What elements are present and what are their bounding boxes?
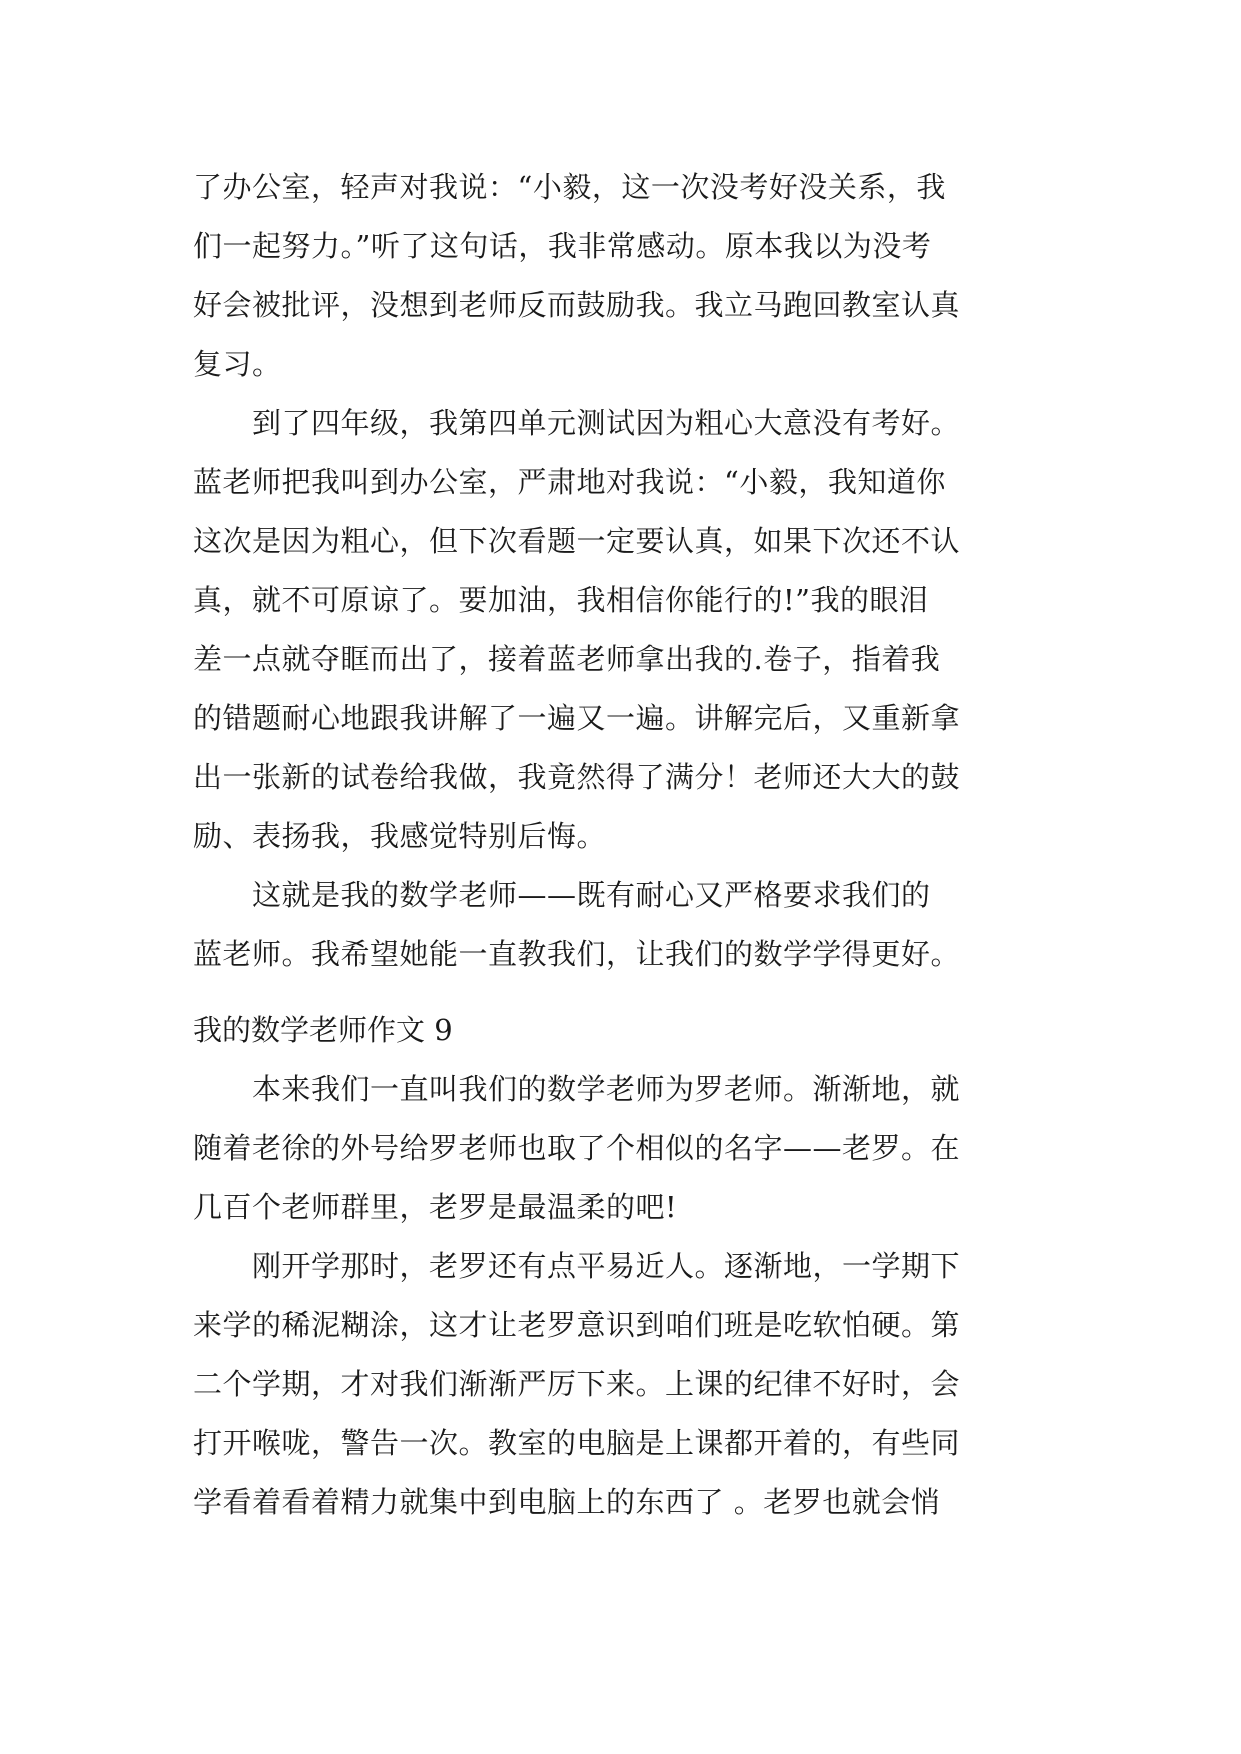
text-line: 几百个老师群里，老罗是最温柔的吧! bbox=[193, 1190, 678, 1224]
text-line: 差一点就夺眶而出了，接着蓝老师拿出我的.卷子，指着我 bbox=[193, 642, 941, 676]
text-line: 打开喉咙，警告一次。教室的电脑是上课都开着的，有些同 bbox=[193, 1426, 961, 1460]
text-line: 蓝老师。我希望她能一直教我们，让我们的数学学得更好。 bbox=[193, 937, 961, 971]
text-line: 二个学期，才对我们渐渐严厉下来。上课的纪律不好时，会 bbox=[193, 1367, 961, 1401]
essay-continuation bbox=[193, 158, 1061, 984]
text-line: 来学的稀泥糊涂，这才让老罗意识到咱们班是吃软怕硬。第 bbox=[193, 1308, 961, 1342]
text-line: 真，就不可原谅了。要加油，我相信你能行的!”我的眼泪 bbox=[193, 583, 929, 617]
text-line: 刚开学那时，老罗还有点平易近人。逐渐地，一学期下 bbox=[193, 1249, 961, 1283]
essay-9 bbox=[193, 1001, 1061, 1532]
text-line: 复习。 bbox=[193, 347, 282, 381]
text-line: 出一张新的试卷给我做，我竟然得了满分！老师还大大的鼓 bbox=[193, 760, 961, 794]
text-line: 这次是因为粗心，但下次看题一定要认真，如果下次还不认 bbox=[193, 524, 961, 558]
text-line: 这就是我的数学老师——既有耐心又严格要求我们的 bbox=[193, 878, 931, 912]
text-line: 学看着看着精力就集中到电脑上的东西了 。老罗也就会悄 bbox=[193, 1485, 941, 1519]
text-line: 本来我们一直叫我们的数学老师为罗老师。渐渐地，就 bbox=[193, 1072, 961, 1106]
text-line: 了办公室，轻声对我说：“小毅，这一次没考好没关系，我 bbox=[193, 170, 946, 204]
text-line: 到了四年级，我第四单元测试因为粗心大意没有考好。 bbox=[193, 406, 961, 440]
text-line: 的错题耐心地跟我讲解了一遍又一遍。讲解完后，又重新拿 bbox=[193, 701, 961, 735]
text-line: 励、表扬我，我感觉特别后悔。 bbox=[193, 819, 607, 853]
text-line: 蓝老师把我叫到办公室，严肃地对我说：“小毅，我知道你 bbox=[193, 465, 946, 499]
text-line: 们一起努力。”听了这句话，我非常感动。原本我以为没考 bbox=[193, 229, 932, 263]
text-line: 好会被批评，没想到老师反而鼓励我。我立马跑回教室认真 bbox=[193, 288, 961, 322]
essay-title: 我的数学老师作文 9 bbox=[193, 1013, 453, 1047]
text-line: 随着老徐的外号给罗老师也取了个相似的名字——老罗。在 bbox=[193, 1131, 961, 1165]
